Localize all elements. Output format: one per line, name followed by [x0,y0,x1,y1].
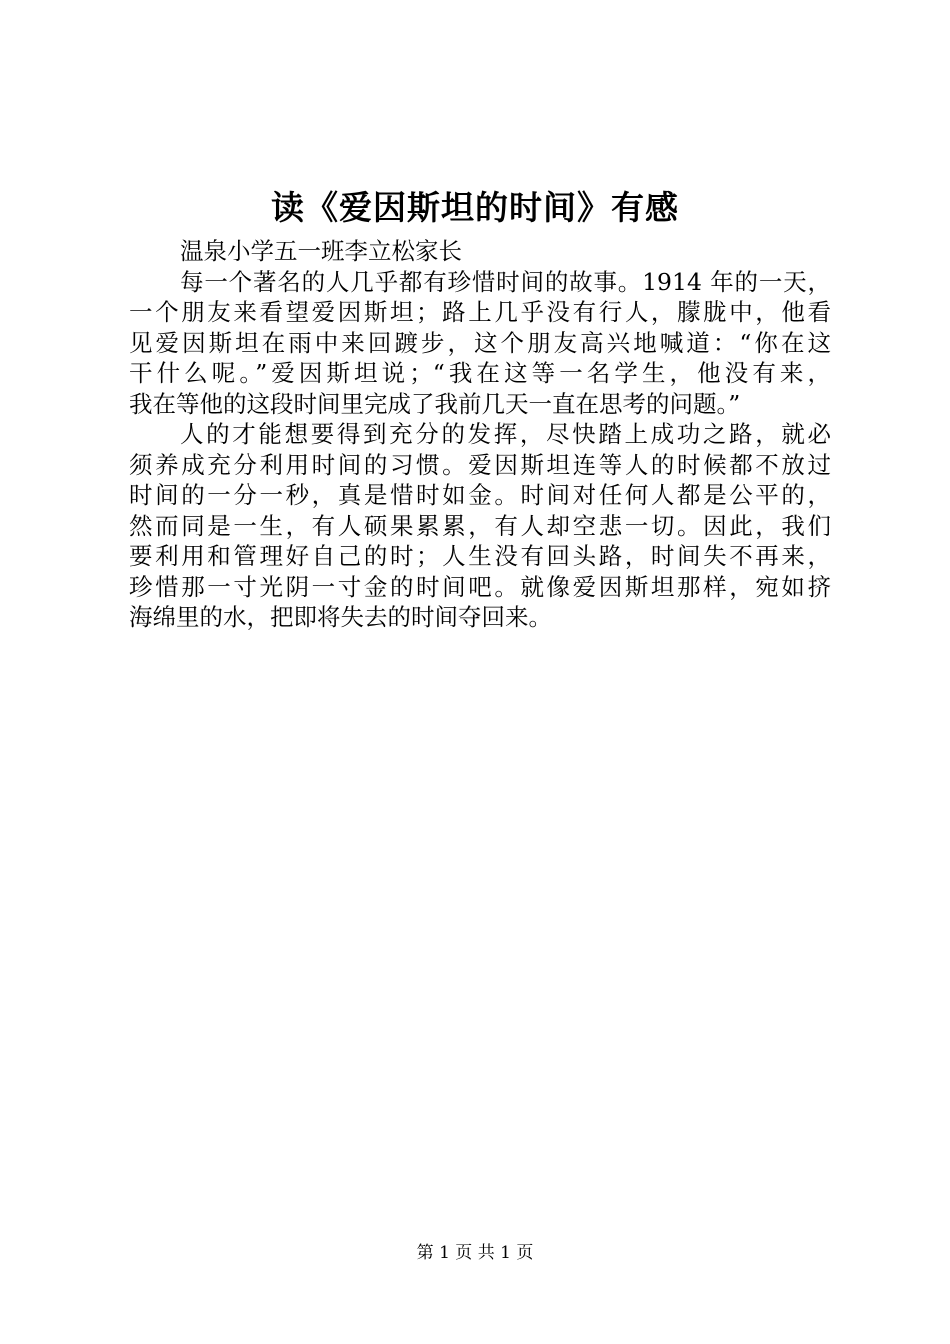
paragraph-line: 然而同是一生，有人硕果累累，有人却空悲一切。因此，我们 [129,511,831,540]
paragraph-1 [129,267,831,420]
paragraph-line: 每一个著名的人几乎都有珍惜时间的故事。1914 年的一天， [180,267,831,296]
paragraph-line: 要利用和管理好自己的时；人生没有回头路，时间失不再来， [129,542,831,570]
paragraph-line: 时间的一分一秒，真是惜时如金。时间对任何人都是公平的， [129,481,831,509]
paragraph-line: 须养成充分利用时间的习惯。爱因斯坦连等人的时候都不放过 [129,450,831,479]
paragraph-line: 人的才能想要得到充分的发挥，尽快踏上成功之路，就必 [180,420,831,448]
paragraph-line: 一个朋友来看望爱因斯坦；路上几乎没有行人，朦胧中，他看 [129,298,831,326]
paragraph-line: 我在等他的这段时间里完成了我前几天一直在思考的问题。” [129,389,741,418]
paragraph-line: 干什么呢。”爱因斯坦说；“我在这等一名学生，他没有来， [129,359,831,387]
paragraph-line: 海绵里的水，把即将失去的时间夺回来。 [129,603,552,631]
document-body [129,236,831,633]
page-footer: 第 1 页 共 1 页 [416,1243,534,1263]
document-title: 读《爱因斯坦的时间》有感 [271,188,679,227]
paragraph-line: 见爱因斯坦在雨中来回踱步，这个朋友高兴地喊道：“你在这 [129,328,831,357]
paragraph-2 [129,419,831,633]
paragraph-line: 珍惜那一寸光阴一寸金的时间吧。就像爱因斯坦那样，宛如挤 [129,572,831,601]
author-line: 温泉小学五一班李立松家长 [180,237,462,265]
